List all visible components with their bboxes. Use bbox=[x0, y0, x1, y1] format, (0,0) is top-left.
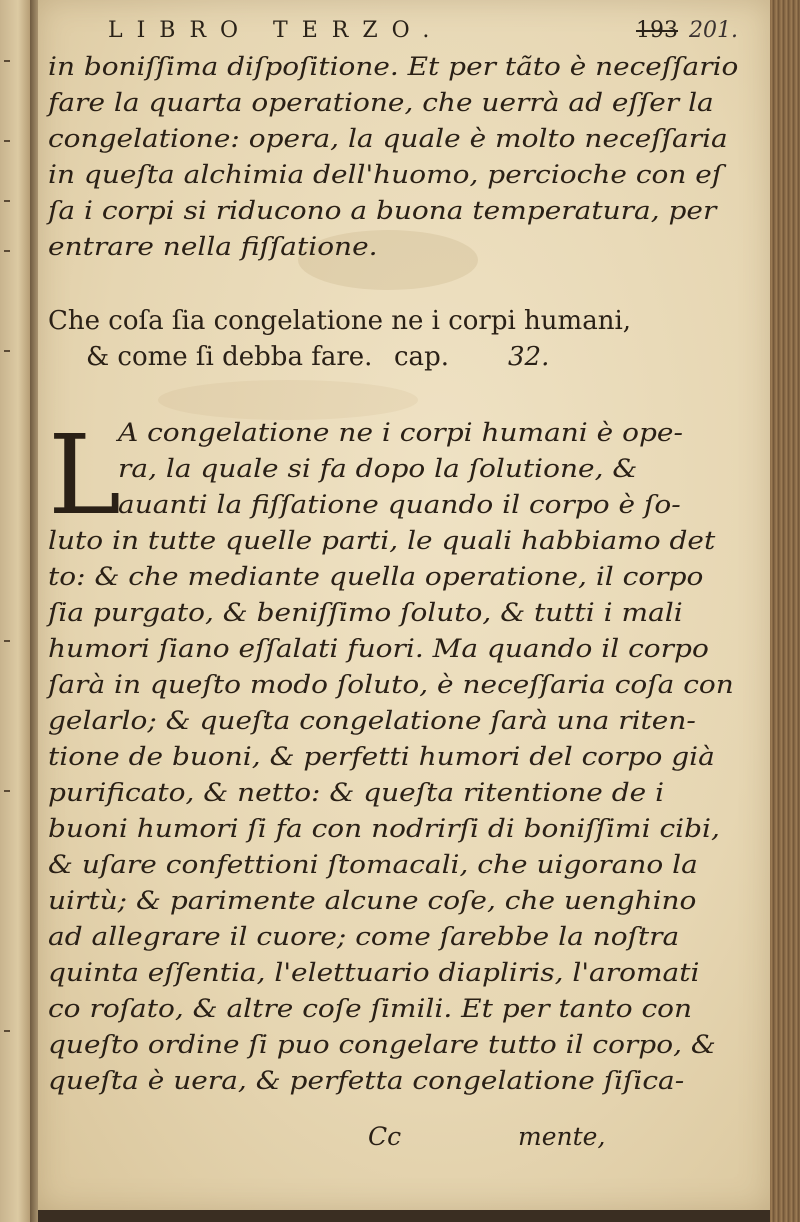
catchword: mente, bbox=[518, 1122, 606, 1151]
text-line: entrare nella fiſſatione. bbox=[48, 232, 378, 261]
text-line: ad allegrare il cuore; come ſarebbe la noſtra bbox=[48, 922, 680, 951]
chapter-number: 32. bbox=[508, 342, 550, 372]
text-line: ſarà in queſto modo ſoluto, è neceſſaria coſa con bbox=[48, 670, 734, 699]
book-block-edge bbox=[770, 0, 800, 1222]
previous-page-edge bbox=[0, 0, 30, 1222]
text-line: fare la quarta operatione, che uerrà ad eſſer la bbox=[48, 88, 714, 117]
text-line: in boniſſima diſpoſitione. Et per tãto è neceſſario bbox=[48, 52, 739, 81]
text-line: auanti la fiſſatione quando il corpo è ſo- bbox=[118, 490, 681, 519]
text-line: co roſato, & altre coſe ſimili. Et per tanto con bbox=[48, 994, 693, 1023]
signature-mark: Cc bbox=[368, 1122, 402, 1151]
book-page bbox=[38, 0, 770, 1210]
text-line: to: & che mediante quella operatione, il corpo bbox=[48, 562, 704, 591]
text-line: luto in tutte quelle parti, le quali habbiamo det bbox=[48, 526, 716, 555]
running-head bbox=[108, 18, 738, 48]
previous-page-mark bbox=[4, 140, 10, 142]
drop-cap: L bbox=[48, 411, 122, 539]
text-line: quinta eſſentia, l'elettuario diapliris, l'aromati bbox=[48, 958, 700, 987]
previous-page-mark bbox=[4, 1030, 10, 1032]
text-line: purificato, & netto: & queſta ritentione de i bbox=[48, 778, 665, 807]
text-line: queſto ordine ſi puo congelare tutto il corpo, & bbox=[48, 1030, 716, 1059]
previous-page-mark bbox=[4, 60, 10, 62]
folio bbox=[636, 18, 738, 43]
running-title: LIBRO TERZO. bbox=[108, 18, 444, 43]
text-line: congelatione: opera, la quale è molto neceſſaria bbox=[48, 124, 728, 153]
chapter-heading-line-2: & come ſi debba fare. bbox=[86, 342, 373, 372]
text-line: in queſta alchimia dell'huomo, percioche con eſ bbox=[48, 160, 723, 189]
text-line: ſa i corpi si riducono a buona temperatura, per bbox=[48, 196, 717, 225]
book-gutter bbox=[30, 0, 38, 1222]
folio-struck-number: 193 bbox=[636, 18, 679, 43]
previous-page-mark bbox=[4, 640, 10, 642]
text-line: uirtù; & parimente alcune coſe, che uenghino bbox=[48, 886, 697, 915]
text-line: queſta è uera, & perfetta congelatione ſiſica- bbox=[48, 1066, 685, 1095]
chapter-heading-line-1: Che coſa ſia congelatione ne i corpi humani, bbox=[48, 306, 632, 336]
text-line: tione de buoni, & perfetti humori del corpo già bbox=[48, 742, 715, 771]
previous-page-mark bbox=[4, 350, 10, 352]
previous-page-mark bbox=[4, 790, 10, 792]
text-line: A congelatione ne i corpi humani è ope- bbox=[118, 418, 683, 447]
text-line: buoni humori ſi fa con nodrirſi di boniſſimi cibi, bbox=[48, 814, 720, 843]
text-line: gelarlo; & queſta congelatione ſarà una riten- bbox=[48, 706, 696, 735]
text-line: ſia purgato, & beniſſimo ſoluto, & tutti i mali bbox=[48, 598, 683, 627]
folio-handwritten-number: 201. bbox=[689, 18, 738, 43]
text-line: humori ſiano eſſalati fuori. Ma quando il corpo bbox=[48, 634, 709, 663]
text-line: & uſare confettioni ſtomacali, che uigorano la bbox=[48, 850, 698, 879]
chapter-cap-label: cap. bbox=[394, 342, 449, 372]
previous-page-mark bbox=[4, 250, 10, 252]
previous-page-mark bbox=[4, 200, 10, 202]
page-stain bbox=[158, 380, 418, 420]
text-line: ra, la quale si fa dopo la ſolutione, & bbox=[118, 454, 638, 483]
